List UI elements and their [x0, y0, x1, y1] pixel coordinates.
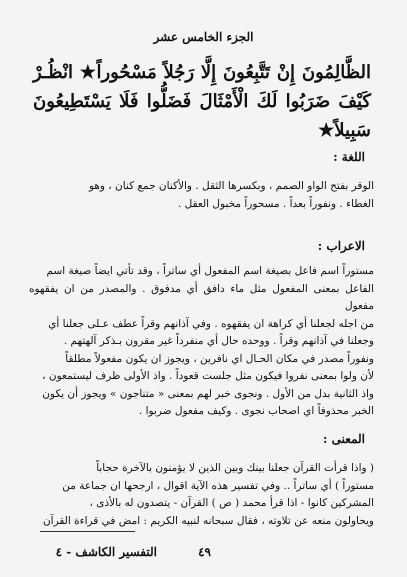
- text-line: المشركين كانوا - اذا قرأ محمد ( ص ) القرآن - يتصدون له بالأذى ،: [89, 497, 374, 509]
- paragraph-mana: [29, 460, 374, 530]
- text-line: من اجله لجعلنا أي كراهة ان يفقهوه . وفي آذانهم وقراً عطف عـلى جعلنا أي: [48, 317, 374, 330]
- section-title-irab: الاعراب :: [317, 239, 365, 253]
- text-line: الخبر محذوفاً اي اصحاب نجوى . وكيف مفعول ضربوا .: [138, 405, 374, 417]
- quran-verse: الظَّالِمُونَ إِنْ تَتَّبِعُونَ إِلَّا رَجُلاً مَسْحُوراً★ انْظُـرْ كَيْفَ ضَرَبُوا لَكَ الْأَمْثَالَ فَضَلُّوا فَلَا يَسْتَطِيعُونَ سَبِيلاً★: [33, 62, 371, 141]
- page-number: ٤٩: [198, 545, 211, 559]
- text-line: الوقر بفتح الواو الصمم ، وبكسرها الثقل . والأكنان جمع كنان ، وهو: [88, 180, 374, 192]
- text-line: وجعلنا في آذانهم وقراً . ووحده حال أي منفرداً غير مقرون بـذكر آلهتهم .: [63, 335, 374, 347]
- text-line: مستوراً اسم فاعل بصيغة اسم المفعول أي ساتراً ، وقد تأتي ايضاً صيغة اسم: [46, 265, 374, 277]
- text-line: الفاعل بمعنى المفعول مثل ماء دافق أي مدفوق . والمصدر من ان يفقهوه مفعول: [29, 282, 374, 312]
- text-line: ويحاولون منعه عن تلاوته ، فقال سبحانه لنبيه الكريم : امض في قراءة القرآن: [42, 514, 374, 527]
- paragraph-irab: [29, 263, 374, 421]
- text-line: الغطاء . ونفوراً بعداً . مسحوراً مخبول العقل .: [177, 197, 374, 210]
- text-line: واذ الثانية بدل من الأول . ونجوى خبر لهم بمعنى « متناجون » ويجوز أن يكون: [42, 387, 374, 400]
- text-line: مستوراً ) أي ساتراً .. وفي تفسير هذه الآية اقوال ، ارجحها ان جماعة من: [62, 479, 374, 492]
- text-line: ( واذا قرأت القرآن جعلنا بينك وبين الذين لا يؤمنون بالآخرة حجاباً: [96, 462, 374, 474]
- running-head: الجزء الخامس عشر: [153, 30, 254, 44]
- book-title: التفسير الكاشف - ٤: [55, 545, 157, 559]
- section-title-mana: المعنى :: [323, 432, 365, 446]
- text-line: ونفوراً مصدر في مكان الحـال اي نافرين ، ويجوز ان يكون مفعولاً مطلقاً: [65, 352, 374, 365]
- section-title-lugha: اللغة :: [333, 150, 365, 164]
- footer-rule: [40, 531, 135, 532]
- page-footer: [0, 545, 407, 565]
- text-line: لأن ولوا بمعنى نفروا فيكون مثل جلست قعوداً . واذ الأولى ظرف ليستمعون ،: [42, 370, 374, 382]
- paragraph-lugha: [29, 178, 374, 213]
